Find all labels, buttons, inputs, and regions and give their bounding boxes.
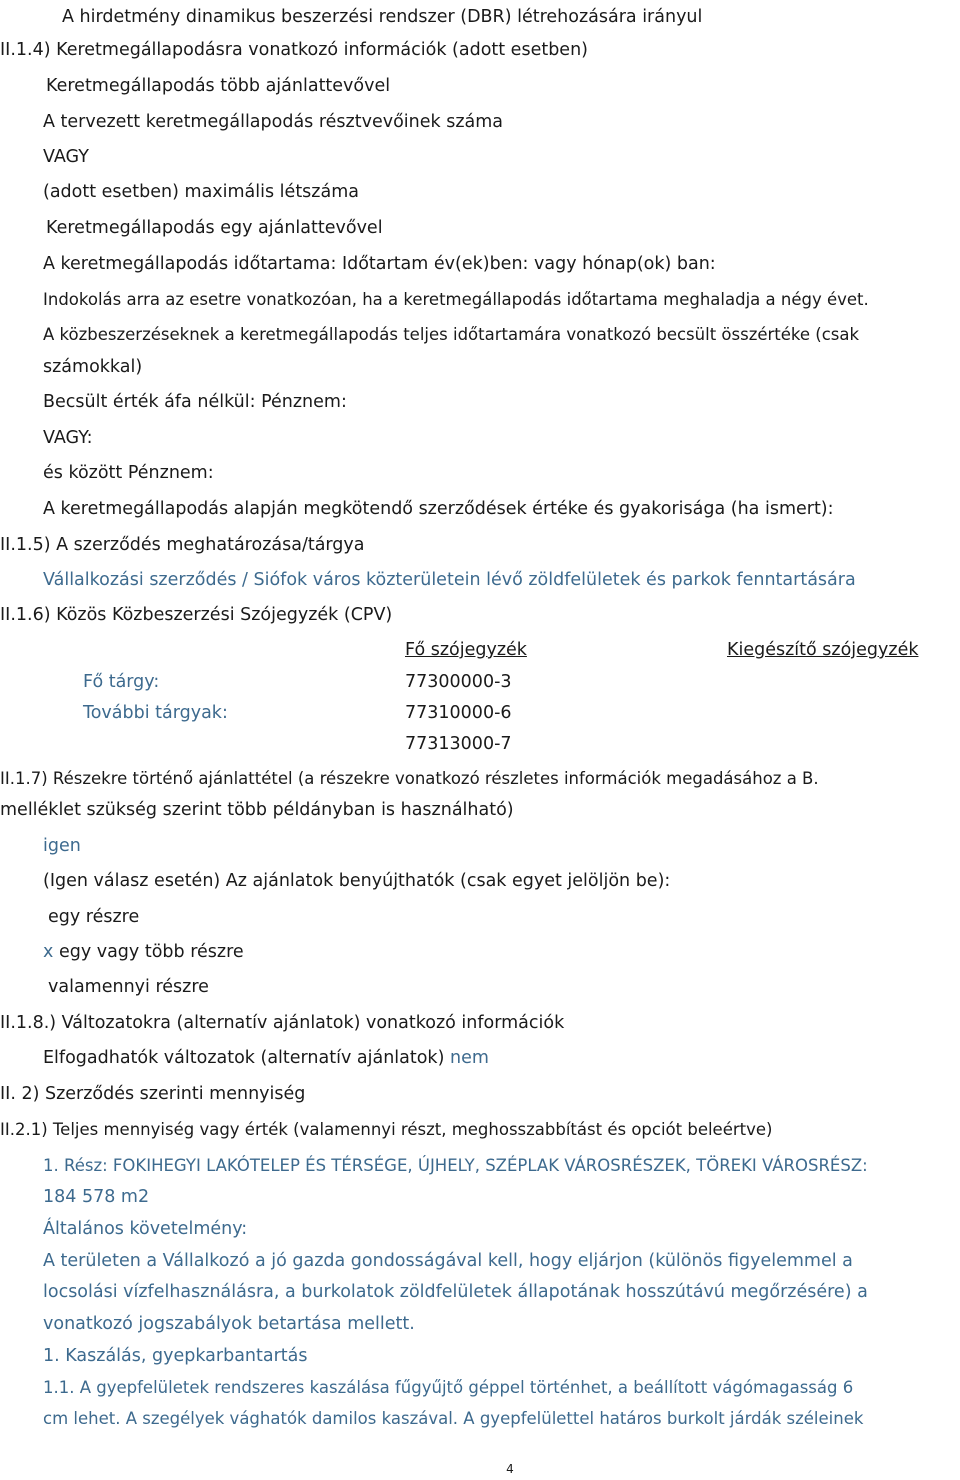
dbr-line: A hirdetmény dinamikus beszerzési rendszer (DBR) létrehozására irányul [62, 7, 703, 27]
estimated-value-line: Becsült érték áfa nélkül: Pénznem: [43, 392, 347, 412]
section-ii-1-8-heading: II.1.8.) Változatokra (alternatív ajánlatok) vonatkozó információk [0, 1013, 565, 1033]
lots-submission-line: (Igen válasz esetén) Az ajánlatok benyújthatók (csak egyet jelöljön be): [43, 871, 671, 891]
or-line: VAGY [43, 147, 89, 167]
option-one-lot: egy részre [48, 907, 140, 927]
justification-line: Indokolás arra az esetre vonatkozóan, ha a keretmegállapodás időtartama meghaladja a négy évet. [43, 290, 869, 309]
range-currency-line: és között Pénznem: [43, 463, 214, 483]
cpv-main-header: Fő szójegyzék [405, 640, 527, 660]
or-colon-line: VAGY: [43, 428, 93, 448]
general-requirement-heading: Általános követelmény: [43, 1219, 248, 1239]
requirement-text-line: A területen a Vállalkozó a jó gazda gondosságával kell, hogy eljárjon (különös figyelemmel a [43, 1251, 853, 1271]
section-ii-1-6-heading: II.1.6) Közös Közbeszerzési Szójegyzék (CPV) [0, 605, 393, 625]
cpv-extra-code: 77310000-6 [405, 703, 512, 723]
option-label: egy vagy több részre [58, 942, 244, 962]
mowing-text-line: 1.1. A gyepfelületek rendszeres kaszálása fűgyűjtő géppel történhet, a beállított vágómagasság 6 [43, 1378, 854, 1397]
contract-subject-line: Vállalkozási szerződés / Siófok város közterületein lévő zöldfelületek és parkok fenntartására [43, 570, 856, 590]
estimated-total-cont-line: számokkal) [43, 357, 143, 377]
framework-single-line: Keretmegállapodás egy ajánlattevővel [46, 218, 383, 238]
option-all-lots: valamennyi részre [48, 977, 209, 997]
option-one-or-more-lots [43, 940, 244, 964]
section-ii-1-5-heading: II.1.5) A szerződés meghatározása/tárgya [0, 535, 365, 555]
contract-value-frequency-line: A keretmegállapodás alapján megkötendő szerződések értéke és gyakorisága (ha ismert): [43, 499, 834, 519]
cpv-supplementary-header: Kiegészítő szójegyzék [727, 640, 919, 660]
section-ii-1-7-heading: II.1.7) Részekre történő ajánlattétel (a részekre vonatkozó részletes információk megadásához a B. [0, 769, 819, 788]
max-count-line: (adott esetben) maximális létszáma [43, 182, 359, 202]
duration-line: A keretmegállapodás időtartama: Időtartam év(ek)ben: vagy hónap(ok) ban: [43, 254, 716, 274]
participants-count-line: A tervezett keretmegállapodás résztvevőinek száma [43, 112, 503, 132]
requirement-text-line: vonatkozó jogszabályok betartása mellett. [43, 1314, 415, 1334]
variants-label: Elfogadhatók változatok (alternatív ajánlatok) [43, 1048, 445, 1068]
section-ii-1-4-heading: II.1.4) Keretmegállapodásra vonatkozó információk (adott esetben) [0, 40, 588, 60]
lot-1-title: 1. Rész: FOKIHEGYI LAKÓTELEP ÉS TÉRSÉGE, ÚJHELY, SZÉPLAK VÁROSRÉSZEK, TÖREKI VÁROSRÉSZ: [43, 1156, 868, 1175]
mowing-heading: 1. Kaszálás, gyepkarbantartás [43, 1346, 308, 1366]
lots-answer: igen [43, 836, 81, 856]
framework-multi-line: Keretmegállapodás több ajánlattevővel [46, 76, 391, 96]
section-ii-2-heading: II. 2) Szerződés szerinti mennyiség [0, 1084, 306, 1104]
cpv-main-code: 77300000-3 [405, 672, 512, 692]
requirement-text-line: locsolási vízfelhasználásra, a burkolatok zöldfelületek állapotának hosszútávú megőrzésére) a [43, 1282, 868, 1302]
cpv-main-label: Fő tárgy: [83, 672, 160, 692]
section-ii-2-1-heading: II.2.1) Teljes mennyiség vagy érték (valamennyi részt, meghosszabbítást és opciót beleértve) [0, 1120, 773, 1139]
variants-line [43, 1046, 489, 1070]
mowing-text-line: cm lehet. A szegélyek vághatók damilos kaszával. A gyepfelülettel határos burkolt járdák széleinek [43, 1409, 864, 1428]
variants-answer: nem [449, 1048, 489, 1068]
cpv-extra-label: További tárgyak: [83, 703, 228, 723]
estimated-total-line: A közbeszerzéseknek a keretmegállapodás teljes időtartamára vonatkozó becsült összértéke (csak [43, 325, 860, 344]
lot-1-area: 184 578 m2 [43, 1187, 150, 1207]
selected-mark: x [43, 942, 54, 962]
section-ii-1-7-heading-cont: melléklet szükség szerint több példányban is használható) [0, 800, 514, 820]
page-number: 4 [506, 1462, 514, 1476]
cpv-extra-code: 77313000-7 [405, 734, 512, 754]
